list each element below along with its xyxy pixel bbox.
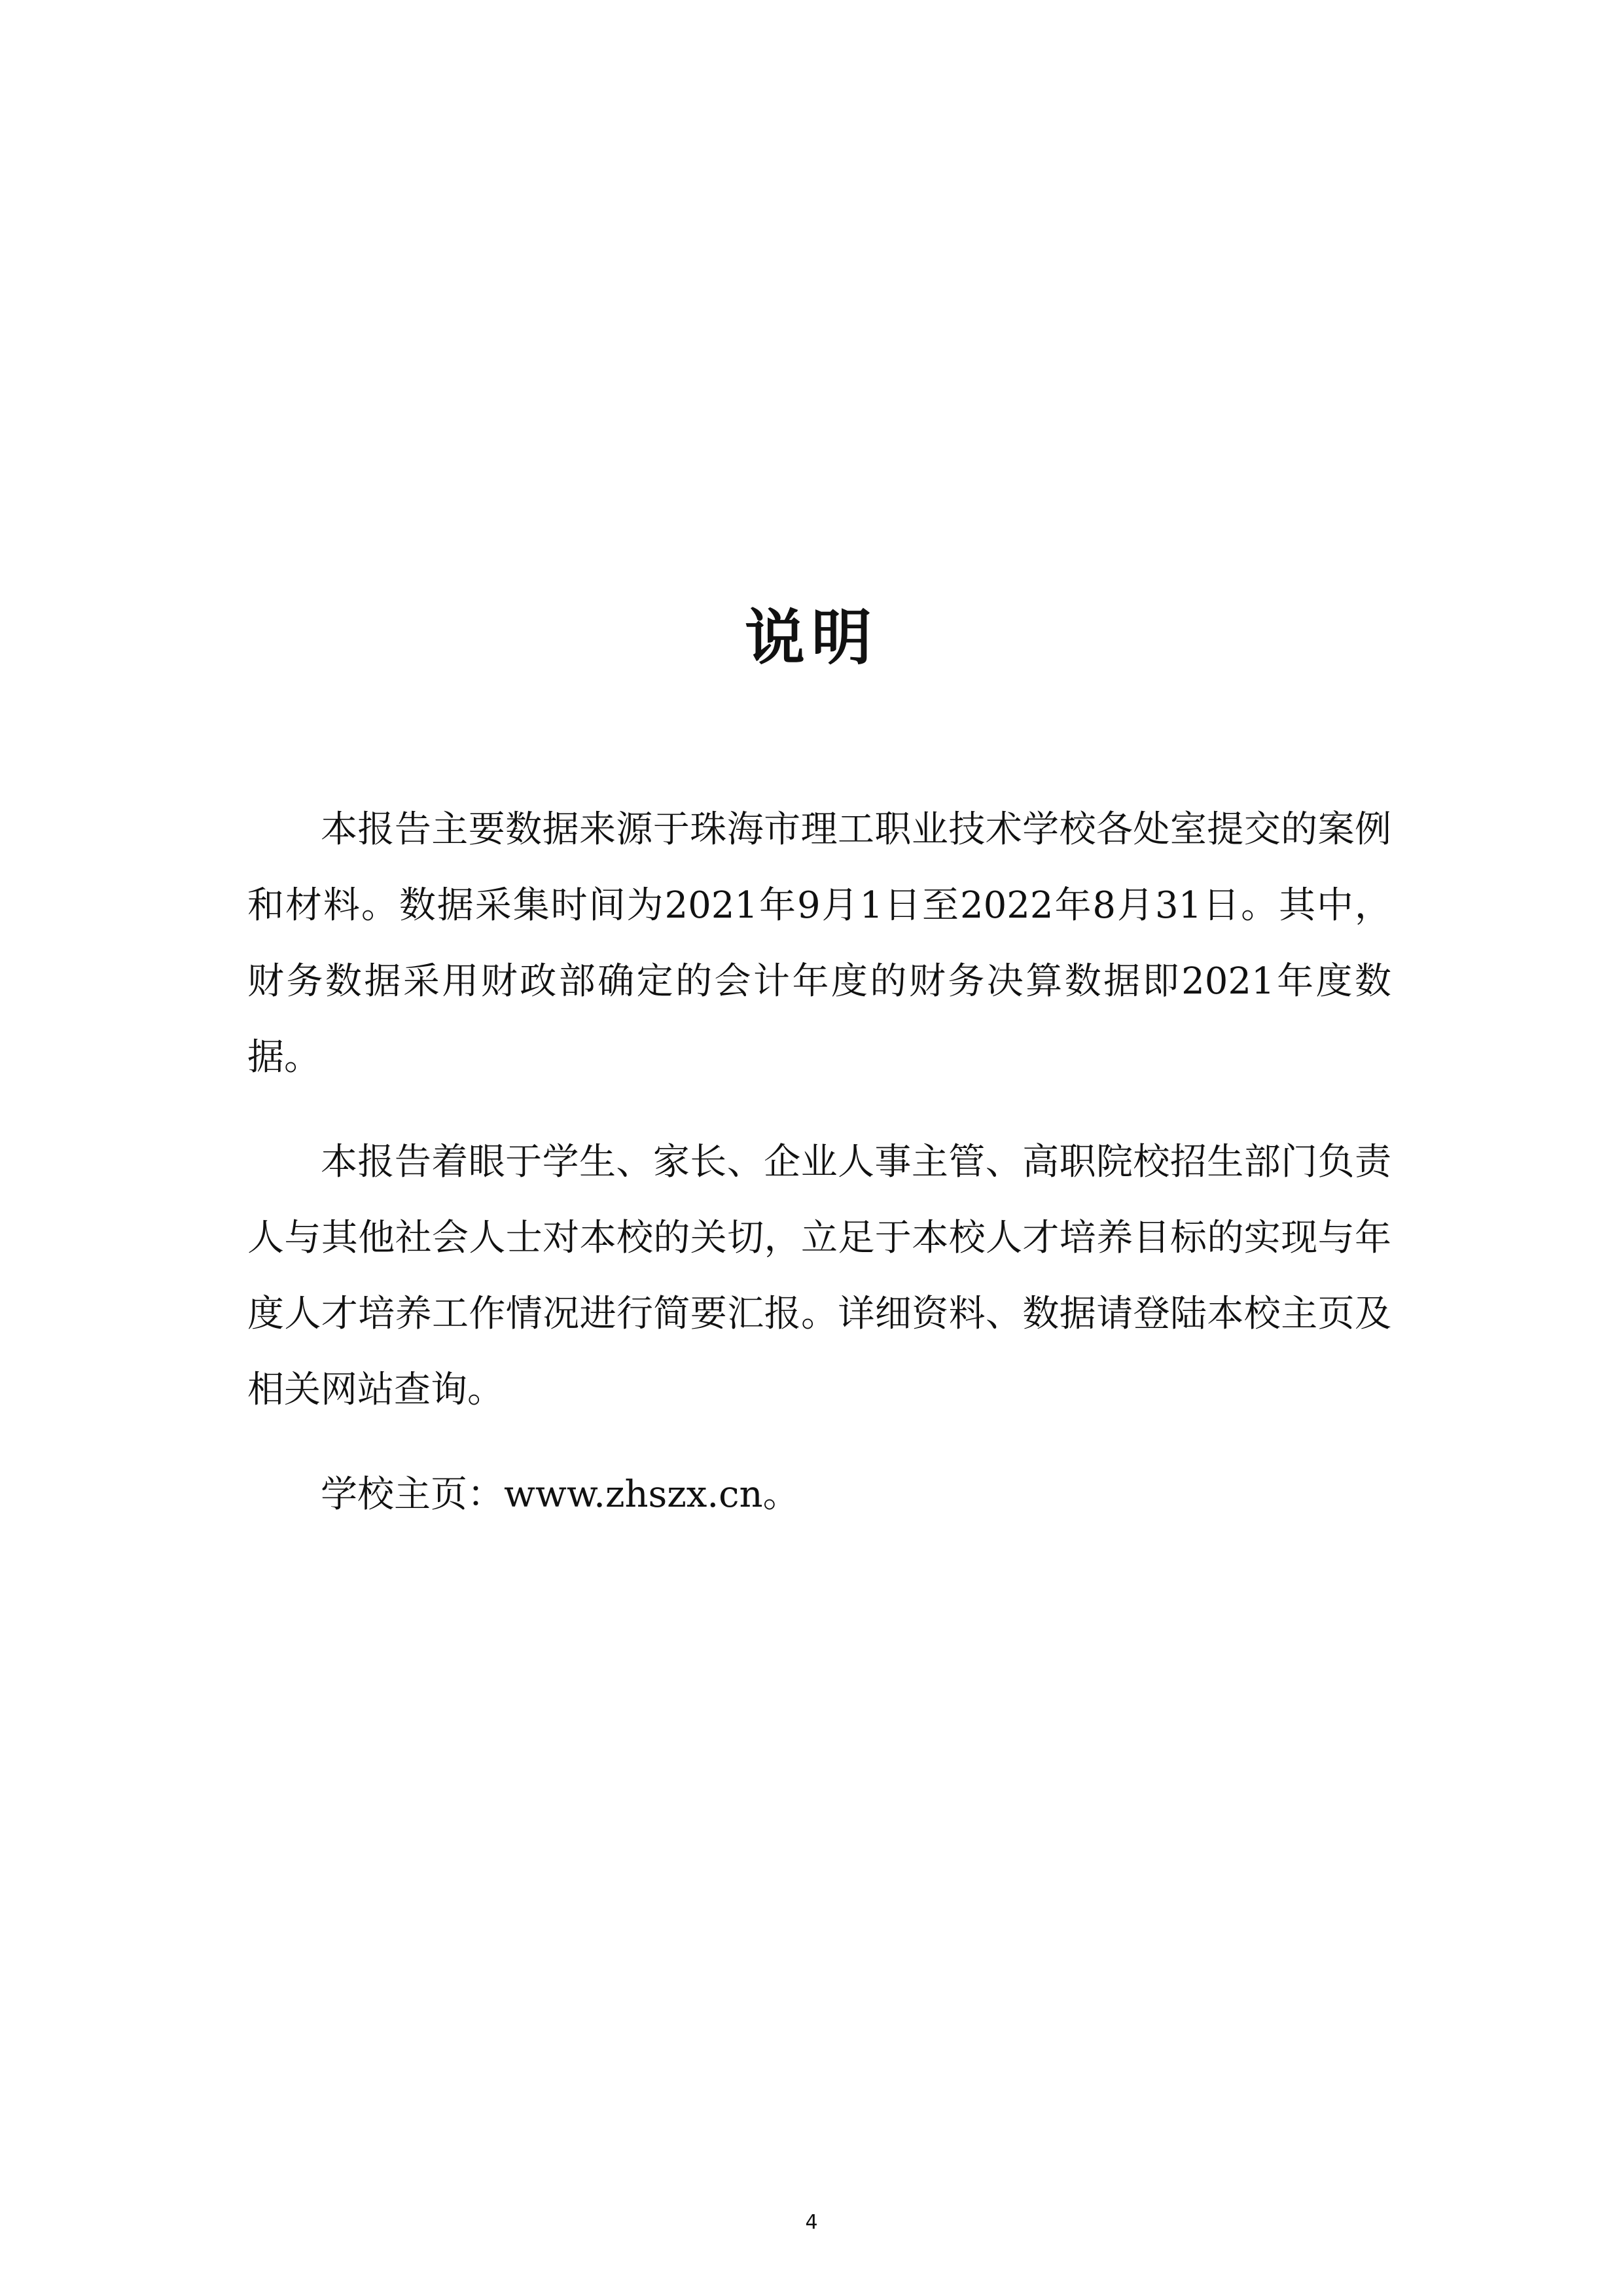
paragraph-report-purpose: 本报告着眼于学生、家长、企业人事主管、高职院校招生部门负责人与其他社会人士对本校的关切，立足于本校人才培养目标的实现与年度人才培养工作情况进行简要汇报。详细资料、数据请登陆本校主页及相关网站查询。	[247, 1141, 1391, 1411]
document-body	[247, 792, 1391, 1562]
page-number: 4	[805, 2211, 818, 2234]
paragraph-homepage: 学校主页：www.zhszx.cn。	[321, 1473, 800, 1516]
paragraph-data-source: 本报告主要数据来源于珠海市理工职业技术学校各处室提交的案例和材料。数据采集时间为2021年9月1日至2022年8月31日。其中，财务数据采用财政部确定的会计年度的财务决算数据即2021年度数据。	[247, 808, 1391, 1079]
page-title: 说明	[744, 603, 878, 673]
